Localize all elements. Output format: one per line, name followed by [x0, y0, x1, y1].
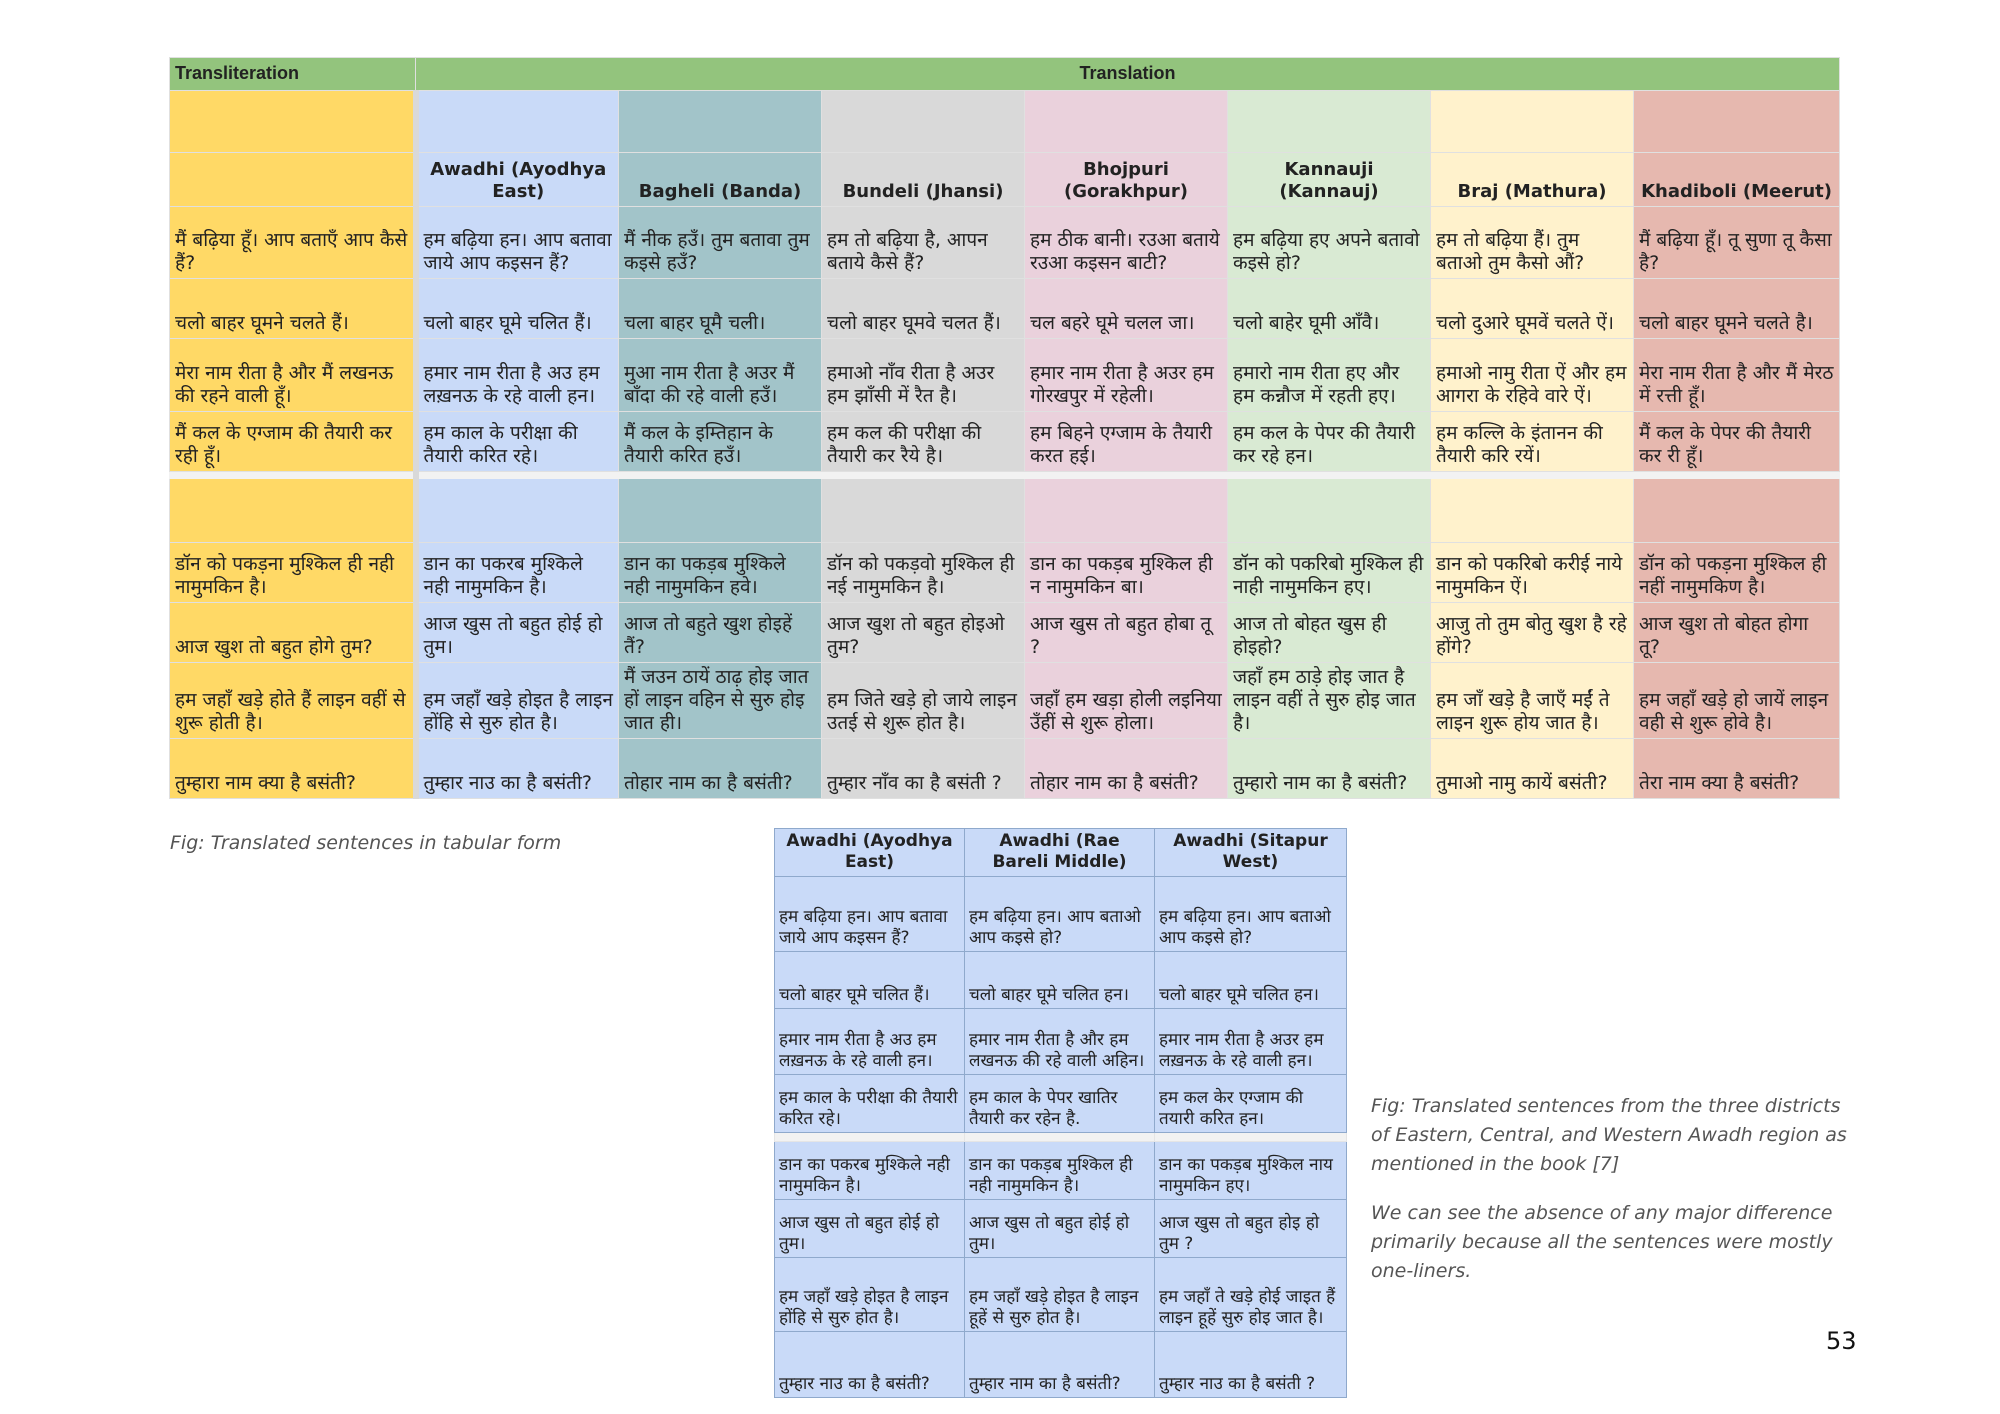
translation-cell: हमार नाम रीता है अउ हम लख़नऊ के रहे वाली हन।	[775, 1009, 965, 1075]
translation-cell: हमार नाम रीता है अउर हम गोरखपुर में रहेली।	[1025, 339, 1228, 412]
translation-cell: हम जहाँ खड़े होइत है लाइन होंहि से सुरु होत है।	[416, 663, 619, 739]
translation-cell: हमारो नाम रीता हए और हम कन्नौज में रहती हए।	[1228, 339, 1431, 412]
translation-cell: आजु तो तुम बोतु खुश है रहे होंगे?	[1431, 603, 1634, 663]
translation-cell: हमाओ नाँव रीता है अउर हम झाँसी में रैत है।	[822, 339, 1025, 412]
translation-cell: मैं नीक हउँ। तुम बतावा तुम कइसे हउँ?	[619, 207, 822, 279]
separator-row	[775, 1133, 1347, 1142]
table-header-row	[170, 58, 1840, 91]
table-row	[170, 279, 1840, 339]
translation-cell: हम काल के परीक्षा की तैयारी करित रहे।	[775, 1075, 965, 1133]
spacer-row	[170, 479, 1840, 543]
translation-cell: हम बढ़िया हन। आप बतावा जाये आप कइसन हैं?	[416, 207, 619, 279]
translation-cell: डान का पकड़ब मुश्किल ही न नामुमकिन बा।	[1025, 543, 1228, 603]
translation-cell: तुम्हार नाउ का है बसंती ?	[1155, 1332, 1347, 1398]
translation-cell: हमार नाम रीता है अउर हम लख़नऊ के रहे वाली हन।	[1155, 1009, 1347, 1075]
table-body-part1	[775, 877, 1347, 1133]
transliteration-cell: आज खुश तो बहुत होगे तुम?	[170, 603, 416, 663]
translation-cell: आज खुस तो बहुत होई हो तुम।	[416, 603, 619, 663]
translation-cell: हम तो बढ़िया है, आपन बताये कैसे हैं?	[822, 207, 1025, 279]
dialect-header: Awadhi (Ayodhya East)	[416, 153, 619, 207]
translation-cell: हम बढ़िया हन। आप बताओ आप कइसे हो?	[965, 877, 1155, 952]
translation-cell: चला बाहर घूमै चली।	[619, 279, 822, 339]
translation-cell: तुम्हार नाम का है बसंती?	[965, 1332, 1155, 1398]
translation-cell: मुआ नाम रीता है अउर मैं बाँदा की रहे वाली हउँ।	[619, 339, 822, 412]
translation-cell: चलो बाहेर घूमी आँवै।	[1228, 279, 1431, 339]
translation-cell: चल बहरे घूमे चलल जा।	[1025, 279, 1228, 339]
dialect-header: Awadhi (Rae Bareli Middle)	[965, 829, 1155, 877]
translation-cell: हम कल्लि के इंतानन की तैयारी करि रयें।	[1431, 412, 1634, 472]
translation-cell: चलो बाहर घूमने चलते है।	[1634, 279, 1840, 339]
translation-cell: हम काल के पेपर खातिर तैयारी कर रहेन है.	[965, 1075, 1155, 1133]
dialect-header: Awadhi (Ayodhya East)	[775, 829, 965, 877]
table-body-part2	[775, 1142, 1347, 1398]
table-row	[775, 1332, 1347, 1398]
observation-note: We can see the absence of any major difference primarily because all the sentences were mostly one-liners.	[1371, 1202, 1833, 1282]
table-row	[170, 739, 1840, 799]
translation-cell: हम जहाँ खड़े होइत है लाइन हूहें से सुरु होत है।	[965, 1258, 1155, 1332]
translation-cell: तोहार नाम का है बसंती?	[619, 739, 822, 799]
translation-cell: डॉन को पकड़ना मुश्किल ही नहीं नामुमकिण है।	[1634, 543, 1840, 603]
translation-cell: हम कल की परीक्षा की तैयारी कर रैये है।	[822, 412, 1025, 472]
translation-cell: हम जाँ खड़े है जाएँ मईं ते लाइन शुरू होय जात है।	[1431, 663, 1634, 739]
translation-cell: हम बढ़िया हन। आप बताओ आप कइसे हो?	[1155, 877, 1347, 952]
separator-row	[170, 472, 1840, 479]
translation-cell: आज खुस तो बहुत होई हो तुम।	[965, 1200, 1155, 1258]
translation-cell: मैं जउन ठायें ठाढ़ होइ जात हों लाइन वहिन से सुरु होइ जात ही।	[619, 663, 822, 739]
dialect-header: Awadhi (Sitapur West)	[1155, 829, 1347, 877]
translation-cell: चलो बाहर घूमे चलित हन।	[965, 952, 1155, 1009]
table-row	[170, 412, 1840, 472]
translation-cell: आज खुस तो बहुत होइ हो तुम ?	[1155, 1200, 1347, 1258]
translation-cell: मैं कल के पेपर की तैयारी कर री हूँ।	[1634, 412, 1840, 472]
translation-cell: मेरा नाम रीता है और मैं मेरठ में रत्ती हूँ।	[1634, 339, 1840, 412]
dialect-header: Bundeli (Jhansi)	[822, 153, 1025, 207]
table-row	[775, 1258, 1347, 1332]
transliteration-cell: चलो बाहर घूमने चलते हैं।	[170, 279, 416, 339]
translation-cell: चलो बाहर घूमवे चलत हैं।	[822, 279, 1025, 339]
table-body-part1	[170, 207, 1840, 472]
transliteration-cell: तुम्हारा नाम क्या है बसंती?	[170, 739, 416, 799]
translation-cell: डान का पकरब मुश्किले नही नामुमकिन है।	[775, 1142, 965, 1200]
transliteration-cell: मैं कल के एग्जाम की तैयारी कर रही हूँ।	[170, 412, 416, 472]
translation-cell: तेरा नाम क्या है बसंती?	[1634, 739, 1840, 799]
translation-cell: तुम्हारो नाम का है बसंती?	[1228, 739, 1431, 799]
table-row	[170, 339, 1840, 412]
awadhi-districts-table	[774, 828, 1347, 1398]
translation-cell: हम जिते खड़े हो जाये लाइन उतई से शुरू होत है।	[822, 663, 1025, 739]
transliteration-cell: डॉन को पकड़ना मुश्किल ही नही नामुमकिन है।	[170, 543, 416, 603]
translation-cell: हम बढ़िया हए अपने बतावो कइसे हो?	[1228, 207, 1431, 279]
header-transliteration: Transliteration	[170, 58, 416, 91]
dialect-header: Bagheli (Banda)	[619, 153, 822, 207]
translation-cell: तोहार नाम का है बसंती?	[1025, 739, 1228, 799]
table-row	[170, 603, 1840, 663]
table-row	[170, 543, 1840, 603]
header-translation: Translation	[416, 58, 1840, 91]
translation-cell: डान को पकरिबो करीई नाये नामुमकिन ऐं।	[1431, 543, 1634, 603]
translation-cell: आज तो बोहत खुस ही होइहो?	[1228, 603, 1431, 663]
table-row	[170, 207, 1840, 279]
translation-cell: हम बिहने एग्जाम के तैयारी करत हई।	[1025, 412, 1228, 472]
table-row	[775, 1200, 1347, 1258]
dialect-header-row	[170, 153, 1840, 207]
table-row	[775, 1142, 1347, 1200]
translation-cell: चलो दुआरे घूमवें चलते ऐं।	[1431, 279, 1634, 339]
translation-cell: डान का पकड़ब मुश्किल नाय नामुमकिन हए।	[1155, 1142, 1347, 1200]
page-number: 53	[1826, 1327, 1857, 1355]
translation-cell: हमार नाम रीता है अउ हम लख़नऊ के रहे वाली हन।	[416, 339, 619, 412]
dialect-header: Khadiboli (Meerut)	[1634, 153, 1840, 207]
translation-cell: डान का पकरब मुश्किले नही नामुमकिन है।	[416, 543, 619, 603]
translation-cell: चलो बाहर घूमे चलित हन।	[1155, 952, 1347, 1009]
translation-cell: डान का पकड़ब मुश्किल ही नही नामुमकिन है।	[965, 1142, 1155, 1200]
translation-cell: डान का पकड़ब मुश्किले नही नामुमकिन हवे।	[619, 543, 822, 603]
translation-cell: मैं बढ़िया हूँ। तू सुणा तू कैसा है?	[1634, 207, 1840, 279]
table-row	[775, 1009, 1347, 1075]
translation-table	[169, 57, 1840, 799]
translation-cell: चलो बाहर घूमे चलित हैं।	[416, 279, 619, 339]
translation-cell: जहाँ हम खड़ा होली लइनिया उँहीं से शुरू होला।	[1025, 663, 1228, 739]
transliteration-cell: हम जहाँ खड़े होते हैं लाइन वहीं से शुरू होती है।	[170, 663, 416, 739]
translation-cell: तुम्हार नाउ का है बसंती?	[416, 739, 619, 799]
translation-cell: आज खुस तो बहुत होई हो तुम।	[775, 1200, 965, 1258]
translation-cell: हम जहाँ ते खड़े होई जाइत हैं लाइन हूहें सुरु होइ जात है।	[1155, 1258, 1347, 1332]
translation-cell: हम जहाँ खड़े होइत है लाइन होंहि से सुरु होत है।	[775, 1258, 965, 1332]
translation-cell: हमाओ नामु रीता ऐं और हम आगरा के रहिवे वारे ऐं।	[1431, 339, 1634, 412]
translation-cell: आज तो बहुते खुश होइहें तैं?	[619, 603, 822, 663]
figure-caption-districts: Fig: Translated sentences from the three districts of Eastern, Central, and Western Awadh region as mentioned in the book [7]	[1371, 1095, 1847, 1175]
translation-cell: हम कल केर एग्जाम की तयारी करित हन।	[1155, 1075, 1347, 1133]
figure-caption-table: Fig: Translated sentences in tabular form	[170, 832, 562, 854]
translation-cell: हम तो बढ़िया हैं। तुम बताओ तुम कैसो औं?	[1431, 207, 1634, 279]
translation-cell: तुमाओ नामु कायें बसंती?	[1431, 739, 1634, 799]
table-row	[775, 1075, 1347, 1133]
dialect-header: Bhojpuri (Gorakhpur)	[1025, 153, 1228, 207]
translation-cell: हम काल के परीक्षा की तैयारी करित रहे।	[416, 412, 619, 472]
translation-cell: चलो बाहर घूमे चलित हैं।	[775, 952, 965, 1009]
translation-cell: मैं कल के इम्तिहान के तैयारी करित हउँ।	[619, 412, 822, 472]
translation-cell: तुम्हार नाँव का है बसंती ?	[822, 739, 1025, 799]
translation-cell: आज खुश तो बहुत होइओ तुम?	[822, 603, 1025, 663]
transliteration-cell: मैं बढ़िया हूँ। आप बताएँ आप कैसे हैं?	[170, 207, 416, 279]
table-row	[775, 952, 1347, 1009]
translation-cell: हम कल के पेपर की तैयारी कर रहे हन।	[1228, 412, 1431, 472]
translation-cell: हम बढ़िया हन। आप बतावा जाये आप कइसन हैं?	[775, 877, 965, 952]
translation-cell: डॉन को पकड़वो मुश्किल ही नई नामुमकिन है।	[822, 543, 1025, 603]
table-body-part2	[170, 543, 1840, 799]
translation-cell: आज खुश तो बोहत होगा तू?	[1634, 603, 1840, 663]
translation-cell: हम जहाँ खड़े हो जायें लाइन वही से शुरू होवे है।	[1634, 663, 1840, 739]
translation-cell: तुम्हार नाउ का है बसंती?	[775, 1332, 965, 1398]
translation-cell: हमार नाम रीता है और हम लखनऊ की रहे वाली अहिन।	[965, 1009, 1155, 1075]
table-row	[775, 877, 1347, 952]
dialect-header: Kannauji (Kannauj)	[1228, 153, 1431, 207]
translation-cell: आज खुस तो बहुत होबा तू ?	[1025, 603, 1228, 663]
spacer-row	[170, 91, 1840, 153]
table-row	[170, 663, 1840, 739]
translation-cell: डॉन को पकरिबो मुश्किल ही नाही नामुमकिन हए।	[1228, 543, 1431, 603]
transliteration-cell: मेरा नाम रीता है और मैं लखनऊ की रहने वाली हूँ।	[170, 339, 416, 412]
translation-cell: हम ठीक बानी। रउआ बताये रउआ कइसन बाटी?	[1025, 207, 1228, 279]
translation-cell: जहाँ हम ठाड़े होइ जात है लाइन वहीं ते सुरु होइ जात है।	[1228, 663, 1431, 739]
dialect-header: Braj (Mathura)	[1431, 153, 1634, 207]
dialect-header-row	[775, 829, 1347, 877]
